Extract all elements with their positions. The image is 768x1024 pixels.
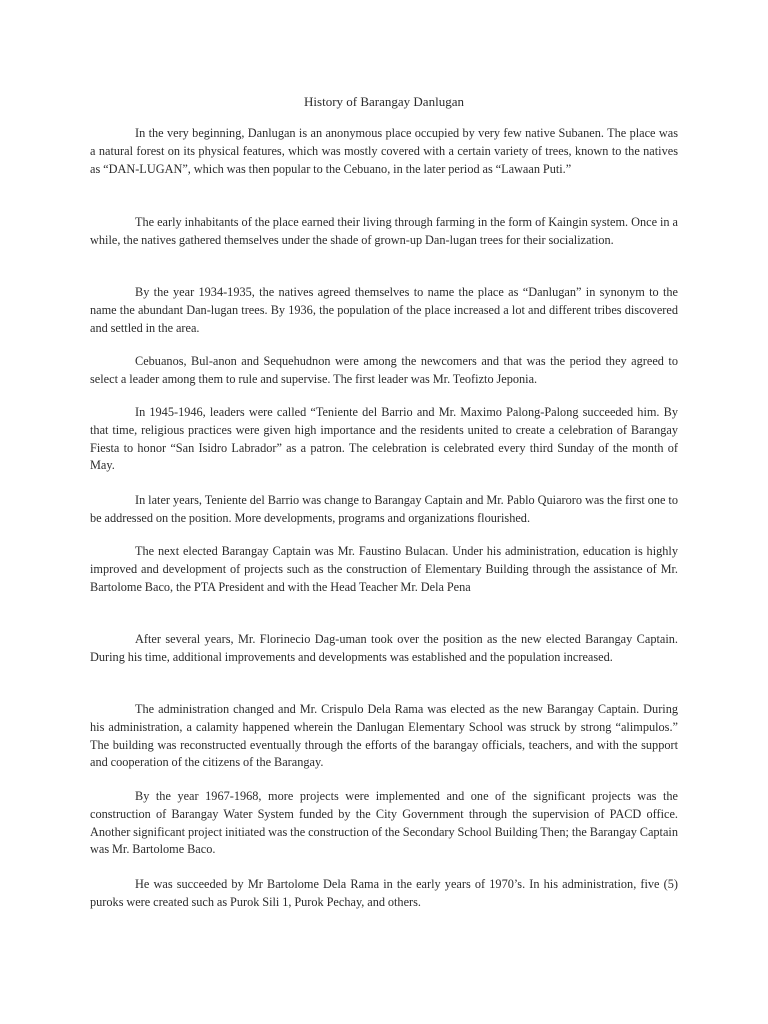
paragraph-6: In later years, Teniente del Barrio was change to Barangay Captain and Mr. Pablo Quiaroro was the first one to be addressed on the position. More developments, programs and organizations flourished. (90, 493, 678, 525)
paragraph-2: The early inhabitants of the place earned their living through farming in the form of Kaingin system. Once in a while, the natives gathered themselves under the shade of grown-up Dan-lugan trees for their socialization. (90, 215, 678, 247)
paragraph-10: By the year 1967-1968, more projects were implemented and one of the significant projects was the construction of Barangay Water System funded by the City Government through the supervision of PACD office. Another significant project initiated was the construction of the Secondary School Building Then; the Barangay Captain was Mr. Bartolome Baco. (90, 789, 678, 857)
paragraph-3: By the year 1934-1935, the natives agreed themselves to name the place as “Danlugan” in synonym to the name the abundant Dan-lugan trees. By 1936, the population of the place increased a lot and different tribes discovered and settled in the area. (90, 285, 678, 335)
paragraph-11: He was succeeded by Mr Bartolome Dela Rama in the early years of 1970’s. In his administration, five (5) puroks were created such as Purok Sili 1, Purok Pechay, and others. (90, 877, 678, 909)
paragraph-9: The administration changed and Mr. Crispulo Dela Rama was elected as the new Barangay Captain. During his administration, a calamity happened wherein the Danlugan Elementary School was struck by strong “alimpulos.” The building was reconstructed eventually through the efforts of the barangay officials, teachers, and with the support and cooperation of the citizens of the Barangay. (90, 702, 678, 770)
document-title: History of Barangay Danlugan (304, 94, 464, 109)
paragraph-7: The next elected Barangay Captain was Mr. Faustino Bulacan. Under his administration, education is highly improved and development of projects such as the construction of Elementary Building through the assistance of Mr. Bartolome Baco, the PTA President and with the Head Teacher Mr. Dela Pena (90, 544, 678, 594)
paragraph-4: Cebuanos, Bul-anon and Sequehudnon were among the newcomers and that was the period they agreed to select a leader among them to rule and supervise. The first leader was Mr. Teofizto Jeponia. (90, 354, 678, 386)
paragraph-5: In 1945-1946, leaders were called “Teniente del Barrio and Mr. Maximo Palong-Palong succeeded him. By that time, religious practices were given high importance and the residents united to create a celebration of Barangay Fiesta to honor “San Isidro Labrador” as a patron. The celebration is celebrated every third Sunday of the month of May. (90, 405, 678, 473)
paragraph-1: In the very beginning, Danlugan is an anonymous place occupied by very few native Subanen. The place was a natural forest on its physical features, which was mostly covered with a certain variety of trees, known to the natives as “DAN-LUGAN”, which was then popular to the Cebuano, in the later period as “Lawaan Puti.” (90, 126, 678, 176)
paragraph-8: After several years, Mr. Florinecio Dag-uman took over the position as the new elected Barangay Captain. During his time, additional improvements and developments was established and the population increased. (90, 632, 678, 664)
